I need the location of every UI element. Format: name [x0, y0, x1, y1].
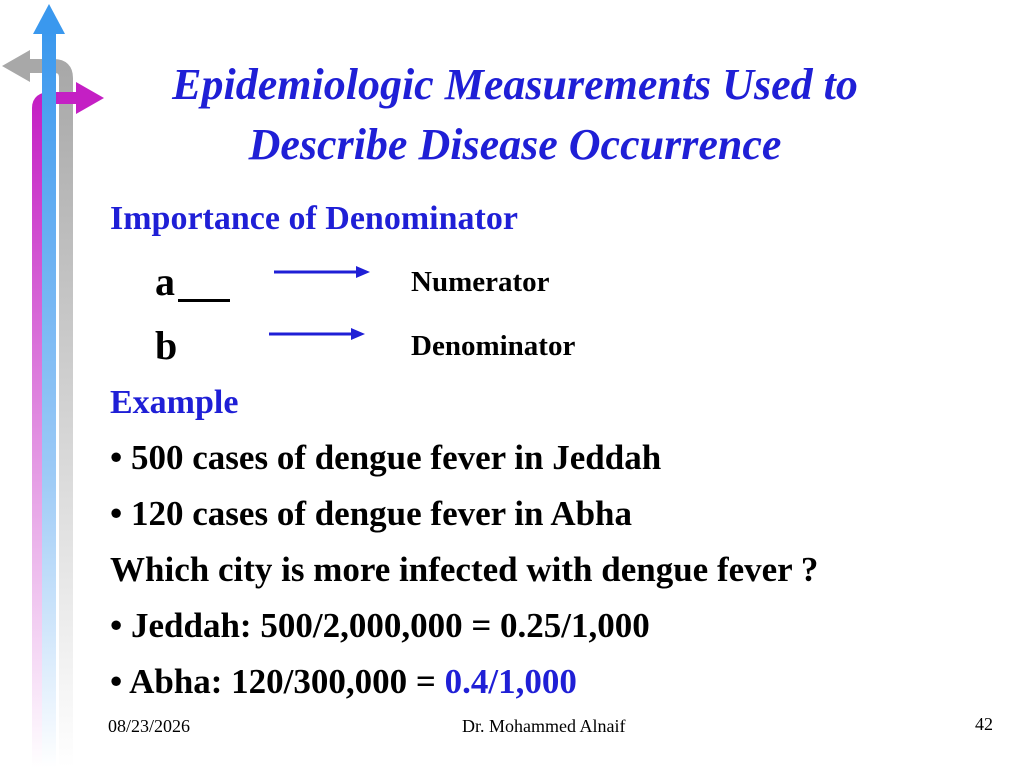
question-text: Which city is more infected with dengue fever ?	[110, 550, 819, 589]
footer-date: 08/23/2026	[108, 716, 191, 736]
result-abha-prefix: • Abha: 120/300,000 =	[110, 662, 445, 701]
example-heading: Example	[110, 384, 239, 421]
bullet-jeddah-cases: • 500 cases of dengue fever in Jeddah	[110, 438, 662, 477]
result-abha-value: 0.4/1,000	[444, 662, 577, 701]
numerator-arrow-icon	[272, 262, 372, 282]
denominator-variable: b	[155, 323, 178, 368]
title-line-2: Describe Disease Occurrence	[248, 120, 782, 169]
decorative-arrows	[0, 0, 110, 768]
page-number: 42	[975, 714, 993, 734]
title-line-1: Epidemiologic Measurements Used to	[172, 60, 858, 109]
slide-title	[120, 55, 910, 175]
section-heading: Importance of Denominator	[110, 200, 518, 237]
fraction-line	[178, 299, 230, 302]
result-abha	[110, 662, 577, 702]
numerator-variable: a	[155, 259, 175, 304]
bullet-abha-cases: • 120 cases of dengue fever in Abha	[110, 494, 633, 533]
numerator-label: Numerator	[411, 266, 550, 298]
result-jeddah: • Jeddah: 500/2,000,000 = 0.25/1,000	[110, 606, 650, 645]
blue-arrow-shaft	[42, 30, 56, 768]
denominator-label: Denominator	[411, 330, 576, 362]
denominator-arrow-icon	[267, 324, 367, 344]
footer-author: Dr. Mohammed Alnaif	[462, 716, 626, 736]
blue-arrow-icon	[33, 4, 65, 34]
